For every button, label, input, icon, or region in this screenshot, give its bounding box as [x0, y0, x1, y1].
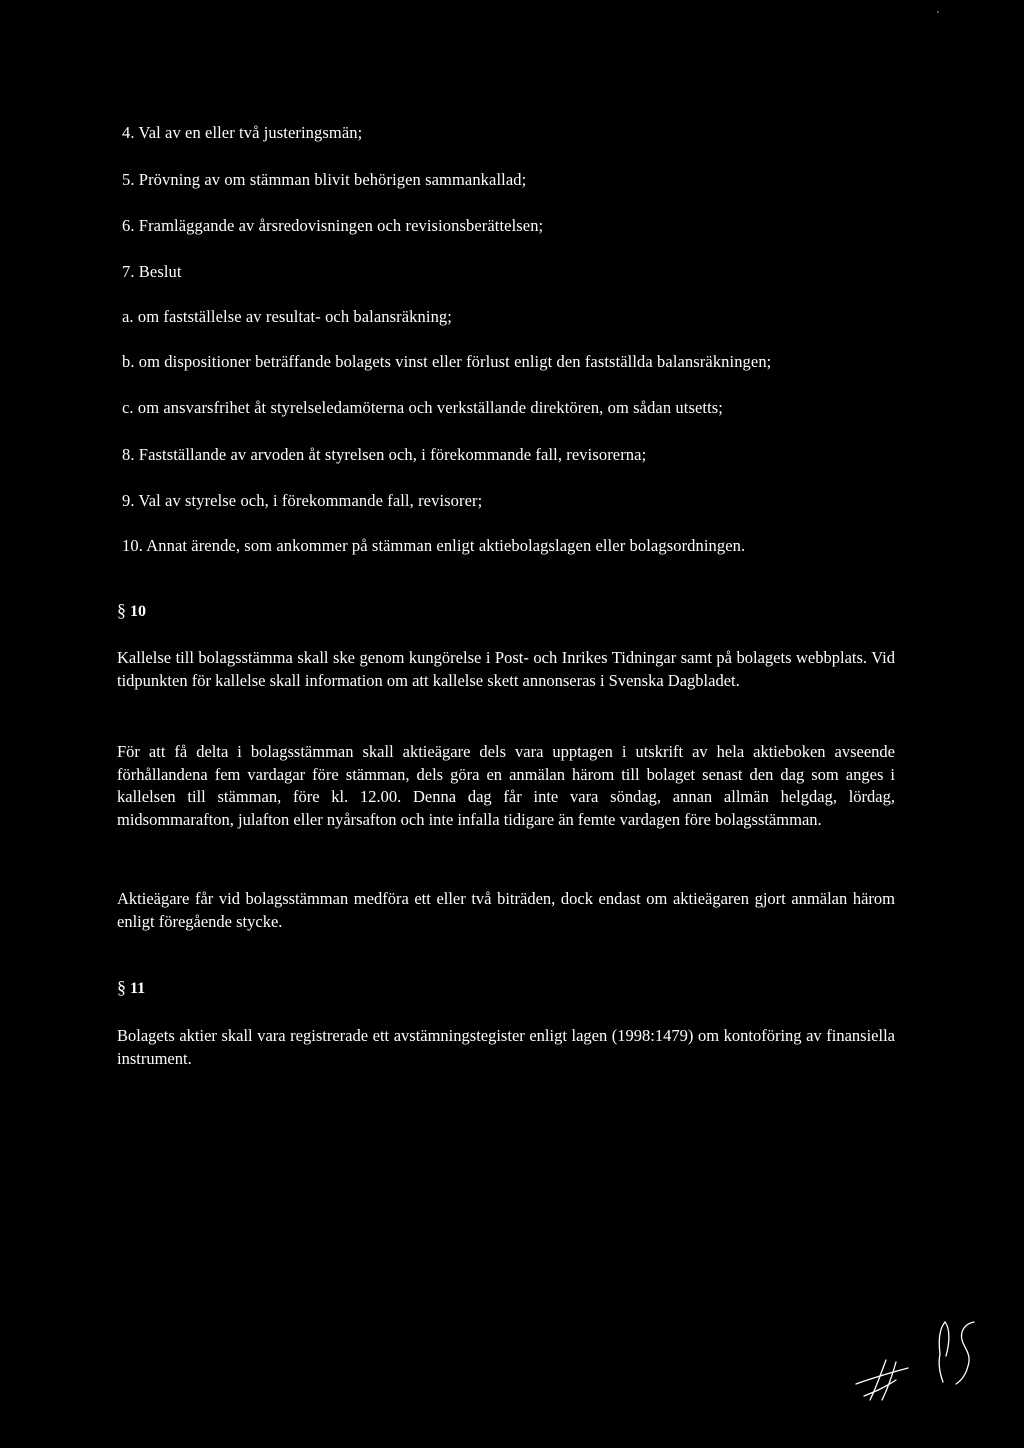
section-10-paragraph-3: Aktieägare får vid bolagsstämman medföra ett eller två biträden, dock endast om aktieägaren gjort anmälan härom enligt föregående stycke. — [117, 889, 895, 931]
section-number: 11 — [130, 980, 146, 997]
agenda-item-7b: b. om dispositioner beträffande bolagets vinst eller förlust enligt den fastställda balansräkningen; — [122, 352, 772, 371]
agenda-item-6: 6. Framläggande av årsredovisningen och revisionsberättelsen; — [122, 216, 544, 235]
section-10-heading — [117, 600, 146, 622]
section-11-paragraph-1: Bolagets aktier skall vara registrerade ett avstämningstegister enligt lagen (1998:1479) om kontoföring av finansiella instrument. — [117, 1026, 895, 1068]
handwritten-initials-signature — [850, 1318, 980, 1408]
agenda-item-10: 10. Annat ärende, som ankommer på stämman enligt aktiebolagslagen eller bolagsordningen. — [122, 536, 746, 555]
agenda-item-4: 4. Val av en eller två justeringsmän; — [122, 123, 363, 142]
section-10-paragraph-1: Kallelse till bolagsstämma skall ske genom kungörelse i Post- och Inrikes Tidningar samt på bolagets webbplats. Vid tidpunkten för kallelse skall information om att kallelse skett annonseras i Svenska Dagbladet. — [117, 648, 895, 690]
agenda-item-8: 8. Fastställande av arvoden åt styrelsen och, i förekommande fall, revisorerna; — [122, 445, 647, 464]
agenda-item-9: 9. Val av styrelse och, i förekommande fall, revisorer; — [122, 491, 483, 510]
section-11-heading — [117, 977, 145, 999]
section-10-paragraph-2: För att få delta i bolagsstämman skall aktieägare dels vara upptagen i utskrift av hela aktieboken avseende förhållandena fem vardagar före stämman, dels göra en anmälan härom till bolaget senast den dag som anges i kallelsen till stämman, före kl. 12.00. Denna dag får inte vara söndag, annan allmän helgdag, lördag, midsommarafton, julafton eller nyårsafton och inte infalla tidigare än femte vardagen före bolagsstämman. — [117, 742, 895, 829]
agenda-item-7a: a. om fastställelse av resultat- och balansräkning; — [122, 307, 452, 326]
agenda-item-7c: c. om ansvarsfrihet åt styrelseledamöterna och verkställande direktören, om sådan utsetts; — [122, 398, 723, 417]
agenda-item-5: 5. Prövning av om stämman blivit behörigen sammankallad; — [122, 170, 527, 189]
section-symbol: § — [117, 977, 126, 997]
section-number: 10 — [130, 603, 146, 620]
scan-speck — [937, 11, 939, 13]
section-symbol: § — [117, 600, 126, 620]
agenda-item-7: 7. Beslut — [122, 262, 182, 281]
